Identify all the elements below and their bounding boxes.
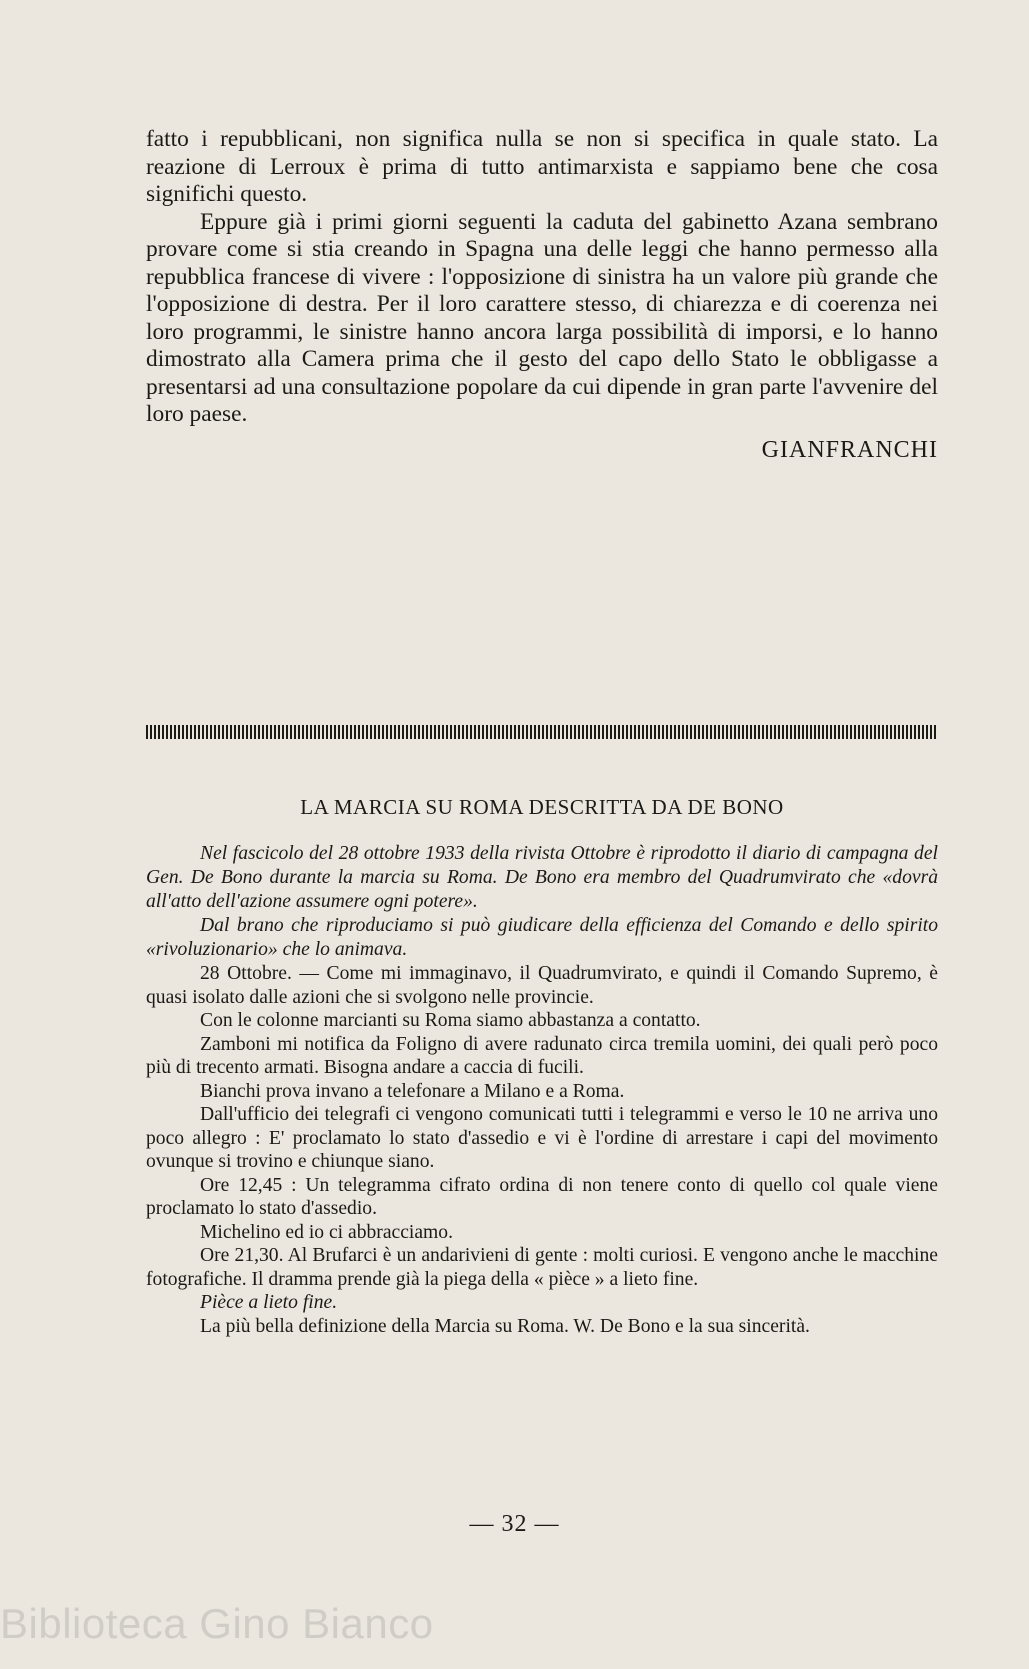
diary-paragraph: Ore 12,45 : Un telegramma cifrato ordina di non tenere conto di quello col quale viene proclamato lo stato d'assedio. xyxy=(146,1174,938,1219)
intro-paragraph: Nel fascicolo del 28 ottobre 1933 della rivista Ottobre è riprodotto il diario di campagna del Gen. De Bono durante la marcia su Roma. De Bono era membro del Quadrumvirato che «dovrà all'atto dell'azione assumere ogni potere». xyxy=(146,843,938,912)
intro-paragraph: Dal brano che riproduciamo si può giudicare della efficienza del Comando e dello spirito «rivoluzionario» che lo animava. xyxy=(146,915,938,960)
article-continuation xyxy=(146,126,938,429)
diary-paragraph: Bianchi prova invano a telefonare a Milano e a Roma. xyxy=(200,1080,625,1102)
diary-paragraph: La più bella definizione della Marcia su Roma. W. De Bono e la sua sincerità. xyxy=(200,1315,810,1337)
diary-paragraph: 28 Ottobre. — Come mi immaginavo, il Quadrumvirato, e quindi il Comando Supremo, è quasi isolato dalle azioni che si svolgono nelle provincie. xyxy=(146,963,938,1008)
article-intro xyxy=(146,842,938,962)
diary-paragraph: Ore 21,30. Al Brufarci è un andarivieni di gente : molti curiosi. E vengono anche le macchine fotografiche. Il dramma prende già la piega della « pièce » a lieto fine. xyxy=(146,1245,938,1290)
diary-paragraph: Pièce a lieto fine. xyxy=(200,1292,338,1313)
diary-paragraph: Con le colonne marcianti su Roma siamo abbastanza a contatto. xyxy=(200,1010,701,1031)
article-title: LA MARCIA SU ROMA DESCRITTA DA DE BONO xyxy=(300,795,784,819)
paragraph: fatto i repubblicani, non significa nulla se non si specifica in quale stato. La reazione di Lerroux è prima di tutto antimarxista e sappiamo bene che cosa significhi questo. xyxy=(146,126,938,207)
diary-excerpt xyxy=(146,962,938,1338)
library-watermark: Biblioteca Gino Bianco xyxy=(0,1600,434,1647)
paragraph: Eppure già i primi giorni seguenti la caduta del gabinetto Azana sembrano provare come si stia creando in Spagna una delle leggi che hanno permesso alla repubblica francese di vivere : l'opposizione di sinistra ha un valore più grande che l'opposizione di destra. Per il loro carattere stesso, di chiarezza e di coerenza nei loro programmi, le sinistre hanno ancora larga possibilità di imporsi, e lo hanno dimostrato alla Camera prima che il gesto del capo dello Stato le obbligasse a presentarsi ad una consultazione popolare da cui dipende in gran parte l'avvenire del loro paese. xyxy=(146,208,938,427)
section-divider xyxy=(146,725,938,739)
page-number: — 32 — xyxy=(469,1511,560,1537)
diary-paragraph: Dall'ufficio dei telegrafi ci vengono comunicati tutti i telegrammi e verso le 10 ne arriva uno poco allegro : E' proclamato lo stato d'assedio e vi è l'ordine di arrestare i capi del movimento ovunque si trovino e chiunque siano. xyxy=(146,1104,938,1172)
author-signature: GIANFRANCHI xyxy=(761,436,938,463)
diary-paragraph: Zamboni mi notifica da Foligno di avere radunato circa tremila uomini, dei quali però poco più di trecento armati. Bisogna andare a caccia di fucili. xyxy=(146,1033,938,1078)
main-text-block xyxy=(146,126,938,464)
article-section xyxy=(146,795,938,1338)
diary-paragraph: Michelino ed io ci abbracciamo. xyxy=(200,1221,453,1243)
